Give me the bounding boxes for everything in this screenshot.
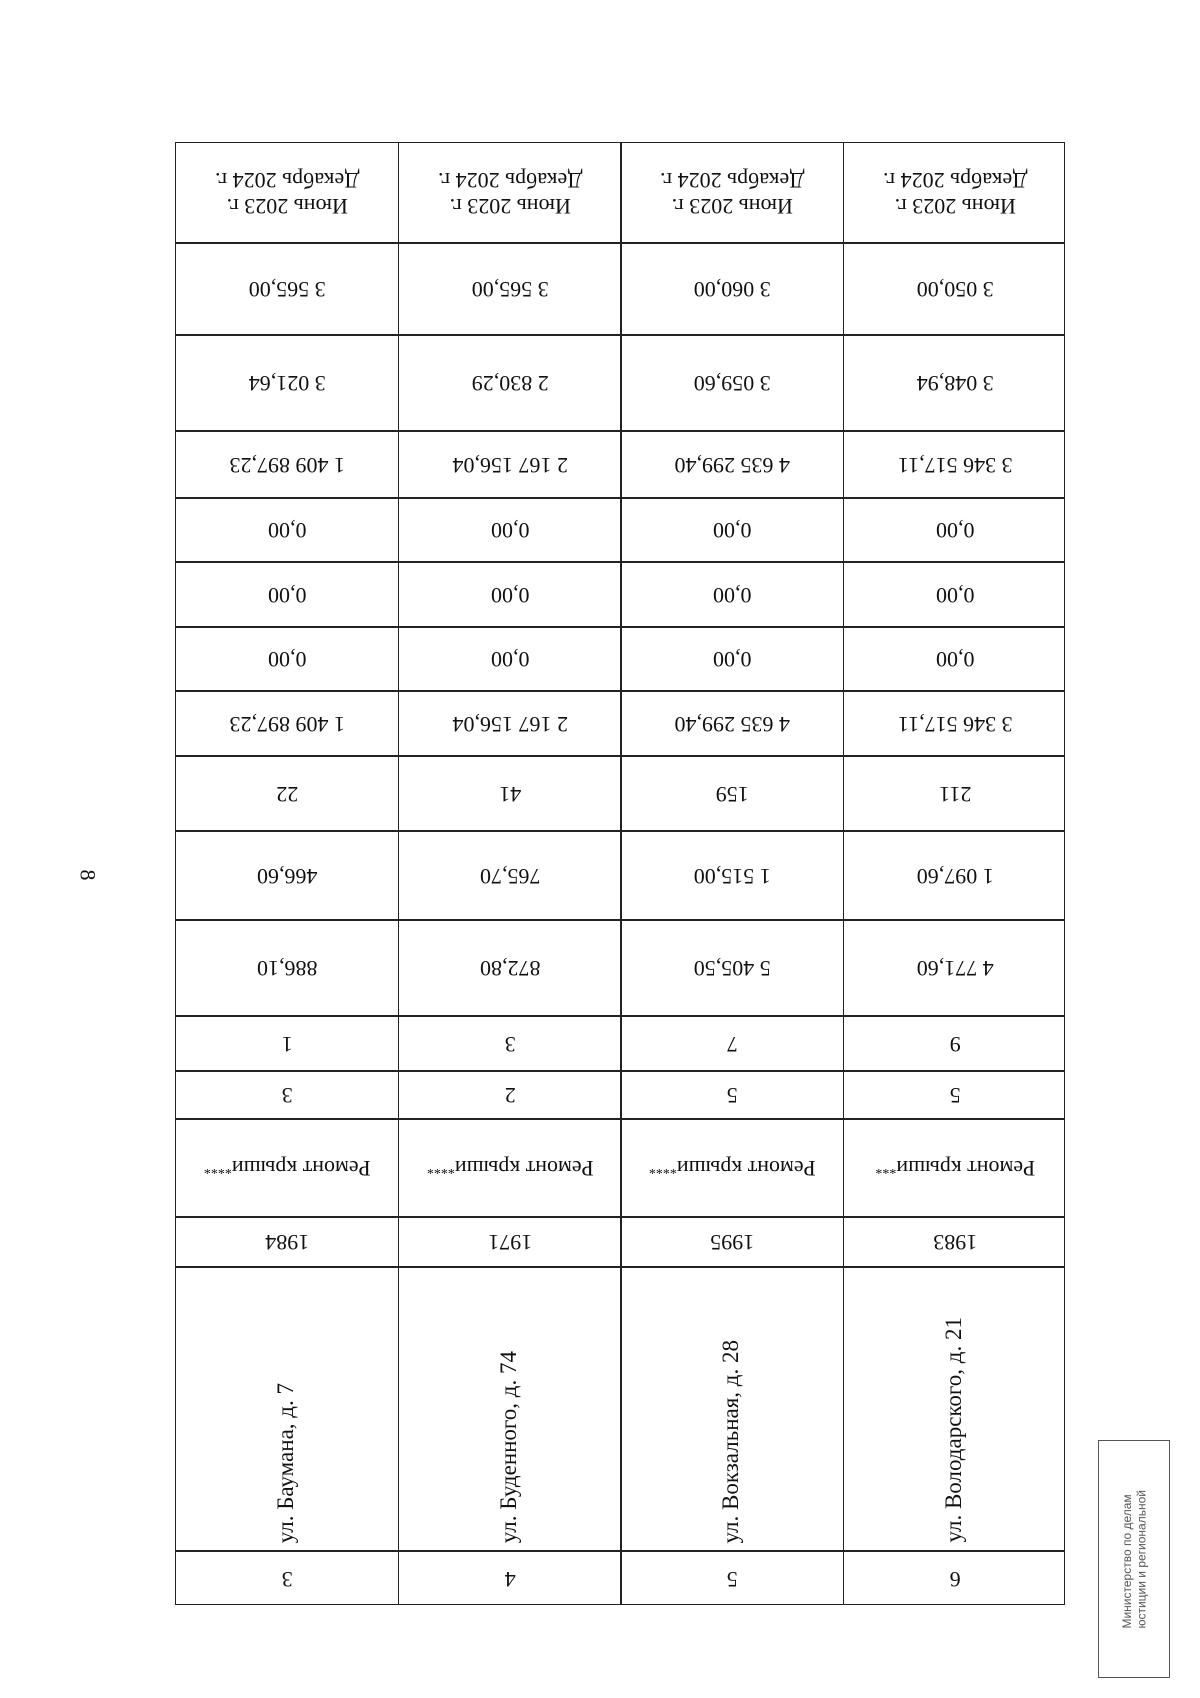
total-area-cell: 872,80: [479, 956, 540, 982]
total-cost-cell: 3 346 517,11: [897, 452, 1013, 478]
repair-schedule-table: [175, 142, 1065, 1605]
row-number-cell: 4: [504, 1566, 516, 1592]
period-start: Июнь 2023 г.: [894, 194, 1016, 220]
unit-cost-cell: 3 021,64: [248, 371, 326, 397]
period-end: Декабрь 2024 г.: [437, 168, 582, 193]
footnote-mark: ****: [203, 1161, 232, 1177]
work-type-cell: [176, 1119, 399, 1217]
row-number-cell: 5: [726, 1566, 738, 1592]
price-limit-cell: 3 050,00: [916, 277, 994, 303]
living-area-cell: 1 515,00: [693, 863, 771, 889]
unit-cost-cell: 3 059,60: [693, 371, 771, 397]
period-end: Декабрь 2024 г.: [215, 168, 360, 193]
period-cell: [621, 143, 844, 243]
cost-cell: 3 346 517,11: [897, 711, 1013, 737]
address-text: ул. Буденного, д. 74: [495, 1350, 521, 1543]
fund-cell-1: 0,00: [713, 647, 752, 673]
year-cell: 1971: [487, 1230, 532, 1256]
fund-cell-3: 0,00: [268, 518, 307, 544]
entrances-cell: 1: [281, 1031, 293, 1057]
address-text: ул. Володарского, д. 21: [940, 1317, 966, 1543]
total-cost-cell: 1 409 897,23: [229, 452, 345, 478]
floors-cell: 3: [281, 1083, 293, 1109]
work-type-text: Ремонт крыши: [676, 1156, 816, 1182]
fund-cell-2: 0,00: [490, 582, 529, 608]
living-area-cell: 1 097,60: [916, 863, 994, 889]
floors-cell: 2: [504, 1083, 516, 1109]
fund-cell-3: 0,00: [935, 518, 974, 544]
work-type-cell: [844, 1119, 1067, 1217]
total-cost-cell: 4 635 299,40: [674, 452, 790, 478]
address-cell: [844, 1267, 1067, 1551]
address-text: ул. Баумана, д. 7: [273, 1382, 299, 1543]
residents-cell: 22: [276, 781, 299, 807]
total-area-cell: 886,10: [257, 956, 318, 982]
entrances-cell: 9: [949, 1031, 961, 1057]
stamp-text: Министерство по делам юстиции и региональной: [1119, 1489, 1148, 1629]
unit-cost-cell: 3 048,94: [916, 371, 994, 397]
floors-cell: 5: [949, 1083, 961, 1109]
period-cell: [399, 143, 622, 243]
unit-cost-cell: 2 830,29: [471, 371, 549, 397]
floors-cell: 5: [726, 1083, 738, 1109]
fund-cell-2: 0,00: [268, 582, 307, 608]
year-cell: 1984: [265, 1230, 310, 1256]
price-limit-cell: 3 565,00: [248, 277, 326, 303]
cost-cell: 1 409 897,23: [229, 711, 345, 737]
year-cell: 1983: [932, 1230, 977, 1256]
row-number-cell: 3: [281, 1566, 293, 1592]
fund-cell-3: 0,00: [713, 518, 752, 544]
footnote-mark: ****: [648, 1161, 677, 1177]
cost-cell: 4 635 299,40: [674, 711, 790, 737]
period-end: Декабрь 2024 г.: [660, 168, 805, 193]
fund-cell-2: 0,00: [935, 582, 974, 608]
footnote-mark: ***: [874, 1161, 896, 1177]
address-cell: [621, 1267, 844, 1551]
total-cost-cell: 2 167 156,04: [452, 452, 568, 478]
residents-cell: 211: [938, 781, 971, 807]
price-limit-cell: 3 060,00: [693, 277, 771, 303]
period-cell: [176, 143, 399, 243]
period-cell: [844, 143, 1067, 243]
total-area-cell: 4 771,60: [916, 956, 994, 982]
work-type-text: Ремонт крыши: [231, 1156, 371, 1182]
work-type-text: Ремонт крыши: [454, 1156, 594, 1182]
price-limit-cell: 3 565,00: [471, 277, 549, 303]
residents-cell: 41: [498, 781, 521, 807]
page-number: 8: [75, 869, 101, 881]
address-cell: [176, 1267, 399, 1551]
residents-cell: 159: [715, 781, 749, 807]
cost-cell: 2 167 156,04: [452, 711, 568, 737]
fund-cell-3: 0,00: [490, 518, 529, 544]
ministry-stamp: [1098, 1440, 1170, 1678]
fund-cell-1: 0,00: [935, 647, 974, 673]
footnote-mark: ****: [426, 1161, 455, 1177]
period-start: Июнь 2023 г.: [449, 194, 571, 220]
living-area-cell: 765,70: [479, 863, 540, 889]
total-area-cell: 5 405,50: [693, 956, 771, 982]
fund-cell-2: 0,00: [713, 582, 752, 608]
entrances-cell: 7: [726, 1031, 738, 1057]
fund-cell-1: 0,00: [490, 647, 529, 673]
row-number-cell: 6: [949, 1566, 961, 1592]
work-type-text: Ремонт крыши: [895, 1156, 1035, 1182]
fund-cell-1: 0,00: [268, 647, 307, 673]
work-type-cell: [399, 1119, 622, 1217]
work-type-cell: [621, 1119, 844, 1217]
period-start: Июнь 2023 г.: [226, 194, 348, 220]
period-start: Июнь 2023 г.: [671, 194, 793, 220]
period-end: Декабрь 2024 г.: [882, 168, 1027, 193]
entrances-cell: 3: [504, 1031, 516, 1057]
address-cell: [399, 1267, 622, 1551]
living-area-cell: 466,60: [257, 863, 318, 889]
address-text: ул. Вокзальная, д. 28: [718, 1339, 744, 1543]
year-cell: 1995: [710, 1230, 755, 1256]
